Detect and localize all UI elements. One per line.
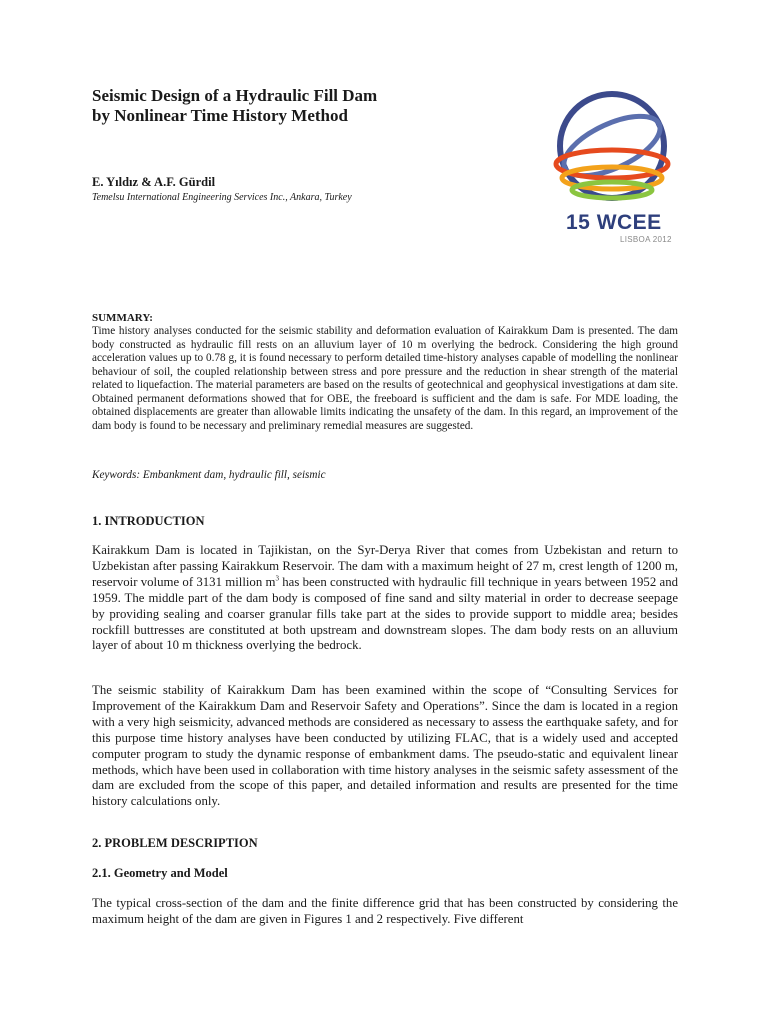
section-heading-problem: 2. PROBLEM DESCRIPTION <box>92 836 258 850</box>
logo-sub: LISBOA 2012 <box>620 235 672 244</box>
title-line-2: by Nonlinear Time History Method <box>92 106 348 125</box>
summary-section <box>92 312 678 433</box>
intro-p1-text-a: Kairakkum Dam is located in Tajikistan, on the Syr-Derya River that comes from Uzbekistan and return to Uzbekistan after passing Kairakkum Reservoir. The dam with a maximum height of 27 m, crest length of 1200 m, reservoir volume of 3131 million m <box>92 543 678 589</box>
affiliation: Temelsu International Engineering Services Inc., Ankara, Turkey <box>92 192 352 203</box>
paper-title <box>92 86 512 126</box>
intro-p1-text-b: has been constructed with hydraulic fill technique in years between 1952 and 1959. The middle part of the dam body is composed of fine sand and silty material in order to decrease seepage by providing sealing and coarser granular fills take part at the sides to provide support to middle area; besides rockfill buttresses are constituted at both upstream and downstream slopes. The dam body rests on an alluvium layer of about 10 m thickness overlying the bedrock. <box>92 574 678 653</box>
authors: E. Yıldız & A.F. Gürdil <box>92 175 216 189</box>
summary-text: Time history analyses conducted for the seismic stability and deformation evaluation of Kairakkum Dam is presented. The dam body constructed as hydraulic fill rests on an alluvium layer of 10 m overlying the bedrock. Considering the high ground acceleration values up to 0.78 g, it is found necessary to perform detailed time-history analyses capable of modelling the nonlinear behaviour of soil, the coupled relationship between stress and pore pressure and the reduction in shear strength of the material related to liquefaction. The material parameters are based on the results of geotechnical and geophysical investigations at dam site. Obtained permanent deformations showed that for OBE, the freeboard is sufficient and the dam is safe. For MDE loading, the obtained displacements are greater than allowable limits indicating the unsafety of the dam. In this regard, an improvement of the dam body is found to be necessary and preliminary remedial measures are suggested. <box>92 325 678 432</box>
intro-paragraph-2: The seismic stability of Kairakkum Dam has been examined within the scope of “Consulting Services for Improvement of the Kairakkum Dam and Reservoir Safety and Operations”. Since the dam is located in a region with a very high seismicity, advanced methods are considered as necessary to assess the earthquake safety, and for this purpose time history analyses have been conducted by utilizing FLAC, that is a widely used and accepted computer program to study the dynamic response of embankment dams. The pseudo-static and equivalent linear methods, which have been used in collaboration with time history analyses in the seismic safety assessment of the dam are excluded from the scope of this paper, and detailed information and results are presented for the time history calculations only. <box>92 683 678 809</box>
superscript: 3 <box>275 574 279 583</box>
section-heading-introduction: 1. INTRODUCTION <box>92 514 205 528</box>
title-line-1: Seismic Design of a Hydraulic Fill Dam <box>92 86 378 105</box>
logo-name: 15 WCEE <box>566 211 662 234</box>
summary-heading: SUMMARY: <box>92 312 153 324</box>
subsection-heading-geometry: 2.1. Geometry and Model <box>92 866 228 880</box>
geometry-paragraph: The typical cross-section of the dam and the finite difference grid that has been constructed by considering the maximum height of the dam are given in Figures 1 and 2 respectively. Five different <box>92 896 678 926</box>
keywords: Keywords: Embankment dam, hydraulic fill, seismic <box>92 469 326 481</box>
intro-paragraph-1 <box>92 543 678 654</box>
